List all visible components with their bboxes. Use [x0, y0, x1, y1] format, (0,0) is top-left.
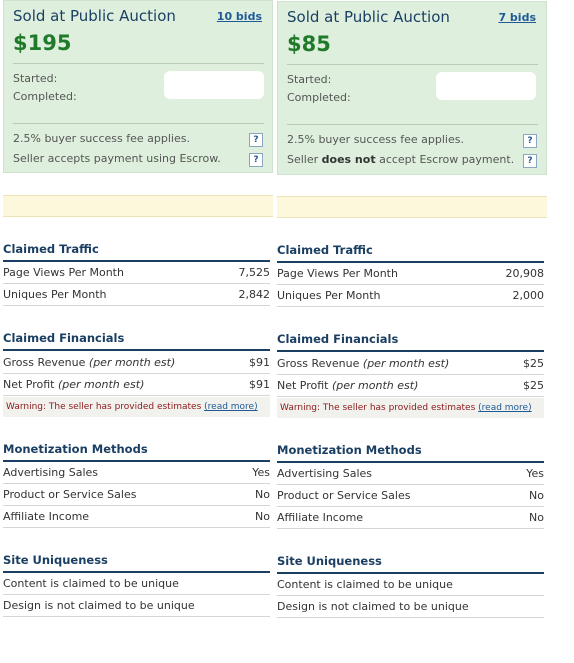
monetization-label: Product or Service Sales [277, 489, 411, 502]
sale-price: $85 [287, 32, 331, 56]
warning-text: Warning: The seller has provided estimates [6, 402, 202, 412]
monetization-value: No [529, 489, 544, 502]
monetization-row [277, 485, 544, 507]
monetization-label: Affiliate Income [3, 510, 90, 523]
traffic-heading: Claimed Traffic [277, 243, 544, 263]
auction-summary-box [277, 1, 547, 175]
summary-divider [287, 64, 538, 65]
started-label: Started: [287, 73, 332, 86]
page-views-value: 20,908 [505, 267, 544, 280]
monetization-heading: Monetization Methods [277, 443, 544, 463]
auction-status-title: Sold at Public Auction [287, 8, 450, 26]
gross-revenue-label: Gross Revenue (per month est) [277, 357, 450, 370]
estimates-warning [3, 397, 270, 417]
monetization-value: No [255, 488, 270, 501]
summary-divider [287, 124, 538, 125]
uniques-row [277, 285, 544, 307]
uniqueness-label: Design is not claimed to be unique [277, 600, 469, 613]
fee-note: 2.5% buyer success fee applies. [287, 133, 464, 146]
summary-divider [13, 123, 264, 124]
monetization-value: No [529, 511, 544, 524]
monetization-value: Yes [526, 467, 544, 480]
uniqueness-row [3, 595, 270, 617]
help-question-icon[interactable]: ? [523, 134, 537, 148]
read-more-link[interactable]: (read more) [204, 402, 258, 412]
uniques-value: 2,000 [512, 289, 544, 302]
bids-link[interactable]: 7 bids [498, 11, 536, 24]
page-views-label: Page Views Per Month [3, 266, 124, 279]
financials-heading: Claimed Financials [3, 331, 270, 351]
listing-column-1 [3, 0, 273, 612]
gross-revenue-row [277, 353, 544, 375]
help-question-icon[interactable]: ? [249, 133, 263, 147]
redacted-dates [436, 72, 536, 100]
uniqueness-heading: Site Uniqueness [277, 554, 544, 574]
traffic-heading: Claimed Traffic [3, 242, 270, 262]
uniques-row [3, 284, 270, 306]
gross-revenue-value: $25 [523, 357, 544, 370]
warning-text: Warning: The seller has provided estimates [280, 403, 476, 413]
page-views-value: 7,525 [238, 266, 270, 279]
bids-link[interactable]: 10 bids [216, 10, 262, 23]
auction-status-title: Sold at Public Auction [13, 7, 176, 25]
uniqueness-heading: Site Uniqueness [3, 553, 270, 573]
monetization-label: Product or Service Sales [3, 488, 137, 501]
gross-revenue-label: Gross Revenue (per month est) [3, 356, 176, 369]
monetization-row [3, 506, 270, 528]
monetization-row [277, 507, 544, 529]
uniqueness-row [277, 596, 544, 618]
summary-divider [13, 63, 264, 64]
escrow-note: Seller does not accept Escrow payment. [287, 153, 515, 166]
net-profit-row [3, 374, 270, 396]
info-band [277, 196, 547, 218]
info-band [3, 195, 273, 217]
net-profit-value: $25 [523, 379, 544, 392]
page-views-row [277, 263, 544, 285]
uniques-label: Uniques Per Month [277, 289, 381, 302]
listing-column-2 [277, 0, 547, 613]
uniqueness-row [277, 574, 544, 596]
uniqueness-label: Content is claimed to be unique [277, 578, 453, 591]
uniques-value: 2,842 [238, 288, 270, 301]
completed-label: Completed: [13, 90, 77, 103]
escrow-note: Seller accepts payment using Escrow. [13, 152, 221, 165]
sale-price: $195 [13, 31, 72, 55]
started-label: Started: [13, 72, 58, 85]
fee-note: 2.5% buyer success fee applies. [13, 132, 190, 145]
monetization-heading: Monetization Methods [3, 442, 270, 462]
net-profit-label: Net Profit (per month est) [3, 378, 145, 391]
uniqueness-label: Design is not claimed to be unique [3, 599, 195, 612]
auction-summary-box [3, 0, 273, 173]
monetization-value: Yes [252, 466, 270, 479]
financials-heading: Claimed Financials [277, 332, 544, 352]
page-views-label: Page Views Per Month [277, 267, 398, 280]
monetization-value: No [255, 510, 270, 523]
monetization-row [3, 484, 270, 506]
net-profit-row [277, 375, 544, 397]
gross-revenue-row [3, 352, 270, 374]
uniqueness-label: Content is claimed to be unique [3, 577, 179, 590]
monetization-label: Advertising Sales [3, 466, 98, 479]
help-question-icon[interactable]: ? [249, 153, 263, 167]
help-question-icon[interactable]: ? [523, 154, 537, 168]
monetization-row [3, 462, 270, 484]
monetization-row [277, 463, 544, 485]
read-more-link[interactable]: (read more) [478, 403, 532, 413]
uniqueness-row [3, 573, 270, 595]
monetization-label: Advertising Sales [277, 467, 372, 480]
net-profit-label: Net Profit (per month est) [277, 379, 419, 392]
completed-label: Completed: [287, 91, 351, 104]
gross-revenue-value: $91 [249, 356, 270, 369]
redacted-dates [164, 71, 264, 99]
page-views-row [3, 262, 270, 284]
estimates-warning [277, 398, 544, 418]
net-profit-value: $91 [249, 378, 270, 391]
monetization-label: Affiliate Income [277, 511, 364, 524]
uniques-label: Uniques Per Month [3, 288, 107, 301]
